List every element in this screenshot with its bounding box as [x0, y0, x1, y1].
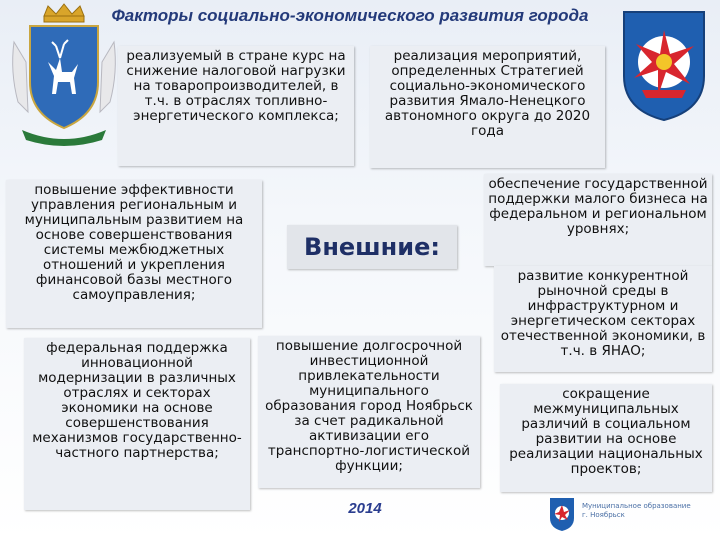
tax-reduction-box: [118, 46, 354, 166]
footer-line-1: Муниципальное образование: [582, 502, 691, 510]
investment-box: [258, 336, 480, 488]
strategy-box: [370, 46, 605, 168]
small-business-box: [484, 174, 712, 266]
small-business-text: обеспечение государственной поддержки малого бизнеса на федеральном и региональном уровнях;: [488, 176, 708, 237]
year-label: 2014: [348, 500, 382, 517]
page-title: Факторы социально-экономического развития города: [111, 6, 589, 25]
footer-line-2: г. Ноябрьск: [582, 511, 625, 519]
noyabrsk-coat-of-arms-icon: [618, 6, 710, 124]
competition-box: [494, 266, 712, 372]
footer-municipality-text: [582, 502, 712, 520]
competition-text: развитие конкурентной рыночной среды в инфраструктурном и энергетическом секторах отечественной экономики, в т.ч. в ЯНАО;: [500, 268, 706, 359]
federal-support-text: федеральная поддержка инновационной модернизации в различных отраслях и секторах экономики на основе совершенствования механизмов государственно-частного партнерства;: [32, 340, 242, 461]
investment-text: повышение долгосрочной инвестиционной привлекательности муниципального образования город Ноябрьск за счет радикальной активизации его транспортно-логистической функции;: [265, 338, 473, 474]
disparity-text: сокращение межмуниципальных различий в социальном развитии на основе реализации национальных проектов;: [509, 386, 703, 477]
management-box: [6, 180, 262, 328]
strategy-text: реализация мероприятий, определенных Стратегией социально-экономического развития Ямало-Ненецкого автономного округа до 2020 года: [384, 48, 591, 139]
federal-support-box: [24, 338, 250, 510]
external-factors-label: Внешние:: [287, 225, 457, 269]
noyabrsk-small-emblem-icon: [548, 496, 576, 532]
management-text: повышение эффективности управления региональным и муниципальным развитием на основе совершенствования системы межбюджетных отношений и укрепления финансовой базы местного самоуправления;: [24, 182, 244, 303]
tax-reduction-text: реализуемый в стране курс на снижение налоговой нагрузки на товаропроизводителей, в т.ч. в отраслях топливно-энергетического комплекса;: [126, 48, 346, 124]
disparity-box: [500, 384, 712, 492]
